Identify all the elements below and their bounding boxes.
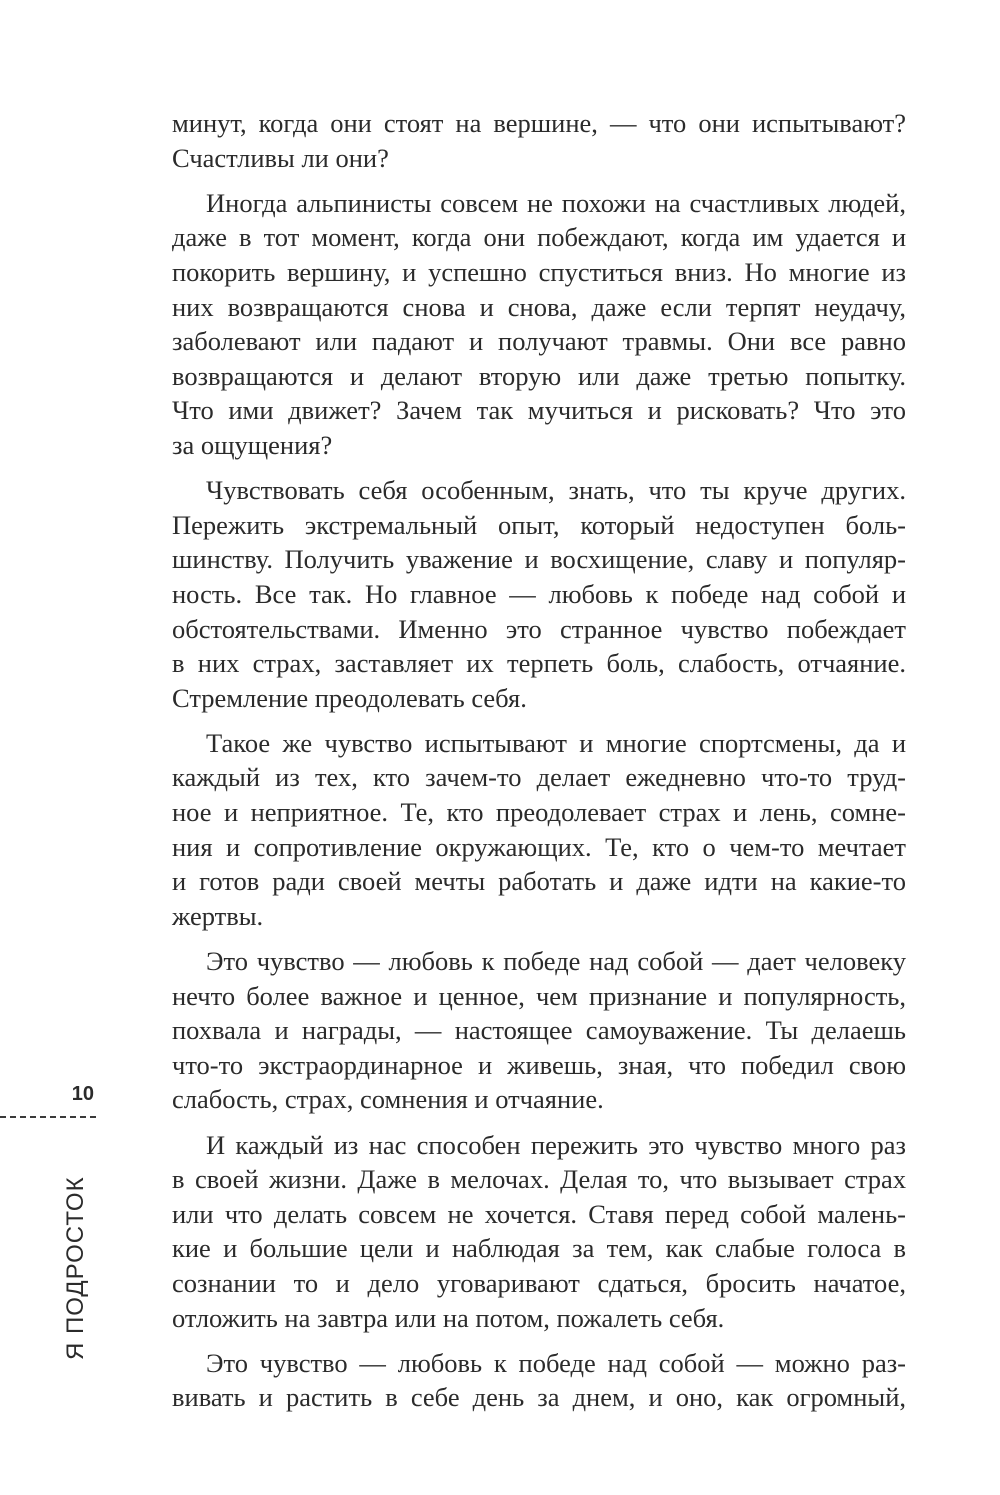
text-line: даже в тот момент, когда они побеждают, когда им удается и	[172, 222, 906, 253]
text-line: возвращаются и делают вторую или даже третью попытку.	[172, 360, 906, 391]
text-line: шинству. Получить уважение и восхищение, славу и популяр-	[172, 544, 906, 575]
text-line: кие и большие цели и наблюдая за тем, как слабые голоса в	[172, 1233, 906, 1264]
text-line: И каждый из нас способен пережить это чувство много раз	[206, 1129, 906, 1160]
text-line: покорить вершину, и успешно спуститься вниз. Но многие из	[172, 256, 906, 287]
page-number: 10	[71, 1083, 94, 1105]
text-line: ния и сопротивление окружающих. Те, кто о чем-то мечтает	[172, 831, 906, 862]
text-line: Это чувство — любовь к победе над собой — дает человеку	[206, 946, 906, 977]
text-line: за ощущения?	[172, 429, 333, 460]
text-line: жертвы.	[172, 900, 264, 931]
text-line: вивать и растить в себе день за днем, и оно, как огромный,	[172, 1382, 906, 1413]
paragraph	[172, 944, 906, 1117]
text-line: слабость, страх, сомнения и отчаяние.	[172, 1084, 604, 1115]
text-line: отложить на завтра или на потом, пожалеть себя.	[172, 1302, 725, 1333]
running-head-book-title: Я ПОДРОСТОК	[62, 1176, 89, 1360]
text-line: минут, когда они стоят на вершине, — что они испытывают?	[172, 108, 906, 138]
text-line: них возвращаются снова и снова, даже если терпят неудачу,	[172, 291, 906, 322]
text-line: в них страх, заставляет их терпеть боль, слабость, отчаяние.	[172, 648, 906, 679]
text-line: обстоятельствами. Именно это странное чувство побеждает	[172, 613, 906, 644]
text-line: каждый из тех, кто зачем-то делает ежедневно что-то труд-	[172, 762, 906, 793]
text-line: Стремление преодолевать себя.	[172, 682, 527, 713]
text-line: похвала и награды, — настоящее самоуважение. Ты делаешь	[172, 1015, 906, 1046]
text-line: что-то экстраординарное и живешь, зная, что победил свою	[172, 1049, 906, 1080]
text-line: ное и неприятное. Те, кто преодолевает страх и лень, сомне-	[172, 797, 906, 828]
text-line: или что делать совсем не хочется. Ставя перед собой малень-	[172, 1198, 906, 1229]
text-line: и готов ради своей мечты работать и даже идти на какие-то	[172, 866, 906, 897]
page-number-divider	[0, 1116, 96, 1118]
text-line: Чувствовать себя особенным, знать, что ты круче других.	[206, 475, 906, 506]
paragraph	[172, 726, 906, 934]
text-line: Такое же чувство испытывают и многие спортсмены, да и	[206, 727, 906, 758]
text-line: в своей жизни. Даже в мелочах. Делая то, что вызывает страх	[172, 1164, 906, 1195]
paragraph	[172, 186, 906, 463]
text-line: Что ими движет? Зачем так мучиться и рисковать? Что это	[172, 395, 906, 426]
text-line: Счастливы ли они?	[172, 142, 389, 173]
paragraph	[172, 106, 906, 175]
text-line: нечто более важное и ценное, чем признание и популярность,	[172, 980, 906, 1011]
paragraph	[172, 1346, 906, 1415]
paragraph	[172, 1128, 906, 1336]
text-line: ность. Все так. Но главное — любовь к победе над собой и	[172, 578, 906, 609]
text-line: Иногда альпинисты совсем не похожи на счастливых людей,	[206, 187, 906, 218]
text-line: Это чувство — любовь к победе над собой — можно раз-	[206, 1347, 906, 1378]
body-text	[172, 106, 906, 1415]
text-line: Пережить экстремальный опыт, который недоступен боль-	[172, 509, 906, 540]
text-line: сознании то и дело уговаривают сдаться, бросить начатое,	[172, 1267, 906, 1298]
paragraph	[172, 473, 906, 715]
text-line: заболевают или падают и получают травмы. Они все равно	[172, 326, 906, 357]
